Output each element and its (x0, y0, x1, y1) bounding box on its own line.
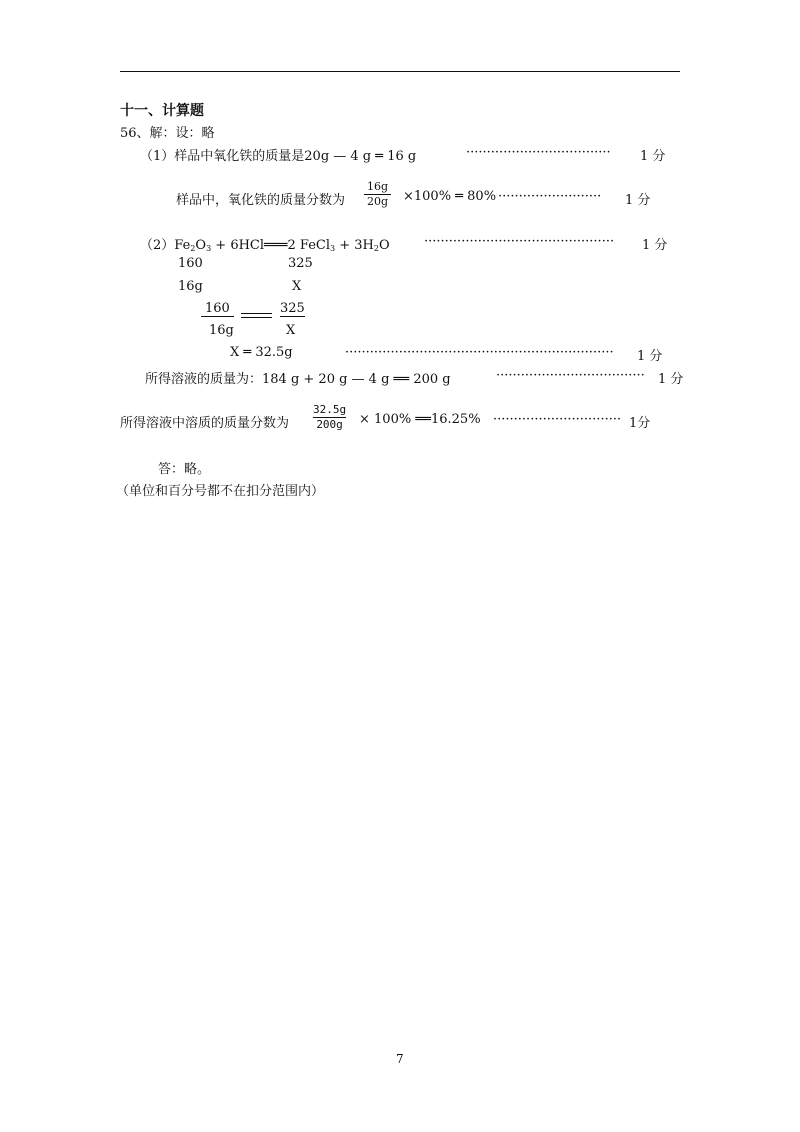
fraction-prefix: 所得溶液中溶质的质量分数为 (120, 416, 290, 431)
solution-mass: 所得溶液的质量为：184 g + 20 g — 4 g ══ 200 g (145, 372, 451, 387)
step1b-dots: ························· (498, 189, 602, 204)
eq-end: O (378, 238, 390, 253)
eq-sub-2b: 2 (373, 244, 379, 253)
header-rule (120, 71, 680, 72)
eq-tail: + 3H (335, 238, 374, 253)
eq-o: O (195, 238, 207, 253)
step1b-prefix: 样品中，氧化铁的质量分数为 (176, 193, 346, 208)
eq-sub-2: 2 (190, 244, 196, 253)
eq-sub-3: 3 (206, 244, 212, 253)
step1-score: 1 分 (640, 149, 666, 164)
scoring-note: （单位和百分号都不在扣分范围内） (116, 484, 325, 499)
step1b-score: 1 分 (625, 193, 651, 208)
step2-label: （2） (140, 238, 175, 253)
fraction-dots: ······························· (493, 412, 622, 427)
step1b-denominator: 20g (364, 194, 391, 209)
eq-middle: + 6HCl═══2 FeCl (211, 238, 331, 253)
ratio-left-denominator: 16g (209, 323, 234, 338)
result-x: X ═ 32.5g (230, 345, 293, 360)
step1b-fraction (364, 180, 391, 209)
step2-equation (140, 234, 390, 253)
step1-dots: ··································· (466, 145, 611, 160)
page-number: 7 (396, 1052, 404, 1066)
result-dots: ································································· (345, 345, 614, 360)
ratio-left-numerator (201, 301, 234, 317)
fraction-numerator: 32.5g (313, 403, 347, 416)
ratio-equals-sign (241, 313, 272, 318)
mass-fraction (310, 403, 349, 432)
mass-16g: 16g (178, 279, 203, 294)
mass-160: 160 (178, 256, 203, 271)
step1b-suffix: ×100% ═ 80% (403, 189, 497, 204)
ratio-right-denominator: X (286, 323, 296, 338)
ratio-right-numerator (280, 301, 305, 317)
solution-score: 1 分 (658, 372, 684, 387)
step1b-numerator: 16g (367, 180, 389, 193)
ratio-right-num-text: 325 (280, 301, 305, 316)
question-intro: 56、解：设：略 (120, 126, 215, 141)
fraction-denominator: 200g (313, 417, 346, 432)
fraction-suffix: × 100% ══16.25% (359, 412, 481, 427)
mass-x: X (292, 279, 302, 294)
step2-dots: ·············································· (424, 234, 615, 249)
result-score: 1 分 (637, 349, 663, 364)
eq-sub-3b: 3 (330, 244, 336, 253)
answer: 答：略。 (158, 462, 211, 477)
ratio-left-num-text: 160 (201, 301, 234, 317)
step1-text: （1）样品中氧化铁的质量是20g — 4 g ═ 16 g (140, 149, 417, 164)
solution-dots: ···································· (496, 368, 645, 383)
eq-fe: Fe (174, 238, 191, 253)
step2-score: 1 分 (642, 238, 668, 253)
section-title: 十一、计算题 (120, 103, 204, 119)
fraction-score: 1分 (629, 416, 651, 431)
mass-325: 325 (288, 256, 313, 271)
